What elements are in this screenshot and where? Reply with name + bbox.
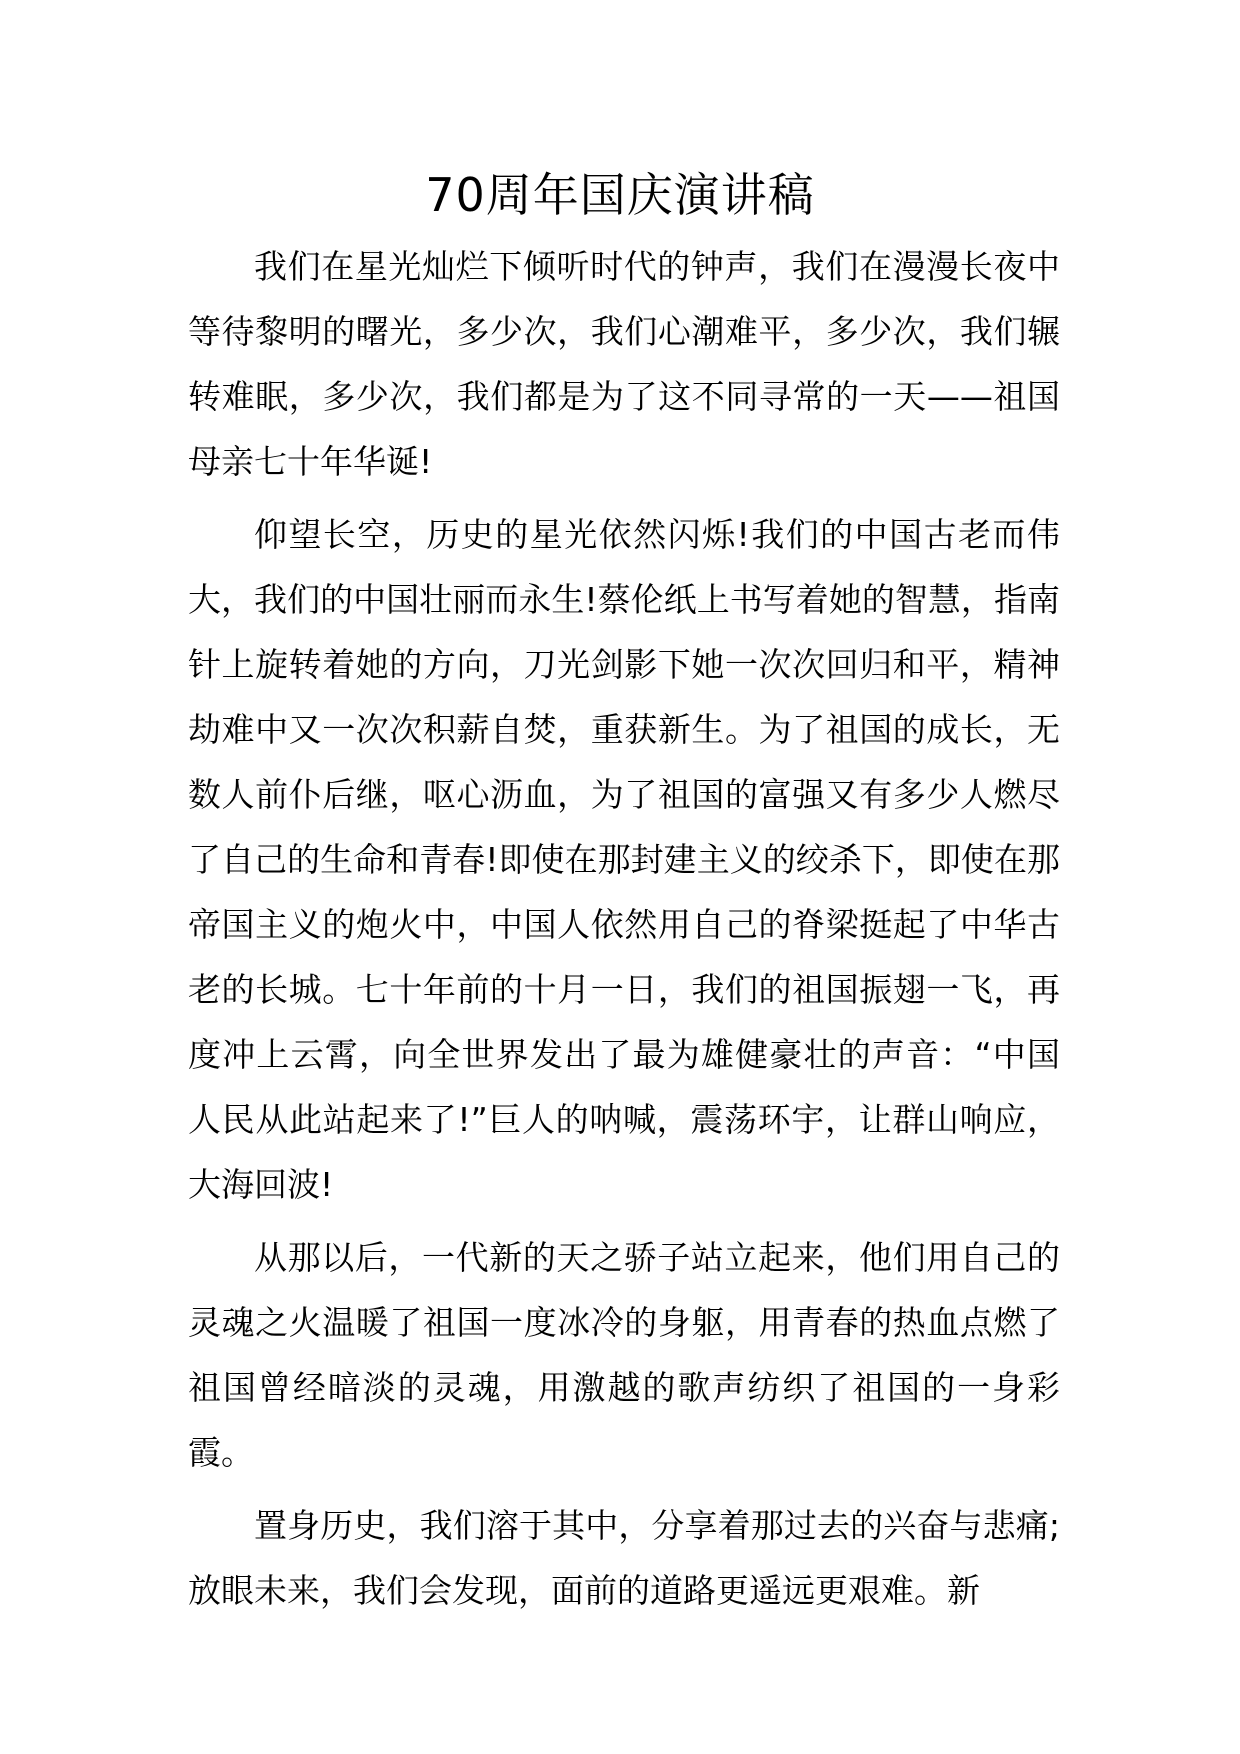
paragraph: 仰望长空，历史的星光依然闪烁!我们的中国古老而伟大，我们的中国壮丽而永生!蔡伦纸上书写着她的智慧，指南针上旋转着她的方向，刀光剑影下她一次次回归和平，精神劫难中又一次次积薪自焚，重获新生。为了祖国的成长，无数人前仆后继，呕心沥血，为了祖国的富强又有多少人燃尽了自己的生命和青春!即使在那封建主义的绞杀下，即使在那帝国主义的炮火中，中国人依然用自己的脊梁挺起了中华古老的长城。七十年前的十月一日，我们的祖国振翅一飞，再度冲上云霄，向全世界发出了最为雄健豪壮的声音：“中国人民从此站起来了!”巨人的呐喊，震荡环宇，让群山响应，大海回波!: [188, 515, 1060, 1204]
paragraph: 置身历史，我们溶于其中，分享着那过去的兴奋与悲痛;放眼未来，我们会发现，面前的道路更遥远更艰难。新: [188, 1506, 1060, 1610]
paragraph: 我们在星光灿烂下倾听时代的钟声，我们在漫漫长夜中等待黎明的曙光，多少次，我们心潮难平，多少次，我们辗转难眠，多少次，我们都是为了这不同寻常的一天——祖国母亲七十年华诞!: [188, 247, 1060, 481]
document-title: 70周年国庆演讲稿: [425, 168, 815, 222]
paragraph: 从那以后，一代新的天之骄子站立起来，他们用自己的灵魂之火温暖了祖国一度冰冷的身躯，用青春的热血点燃了祖国曾经暗淡的灵魂，用激越的歌声纺织了祖国的一身彩霞。: [188, 1238, 1060, 1472]
document-body: [188, 234, 1060, 1631]
